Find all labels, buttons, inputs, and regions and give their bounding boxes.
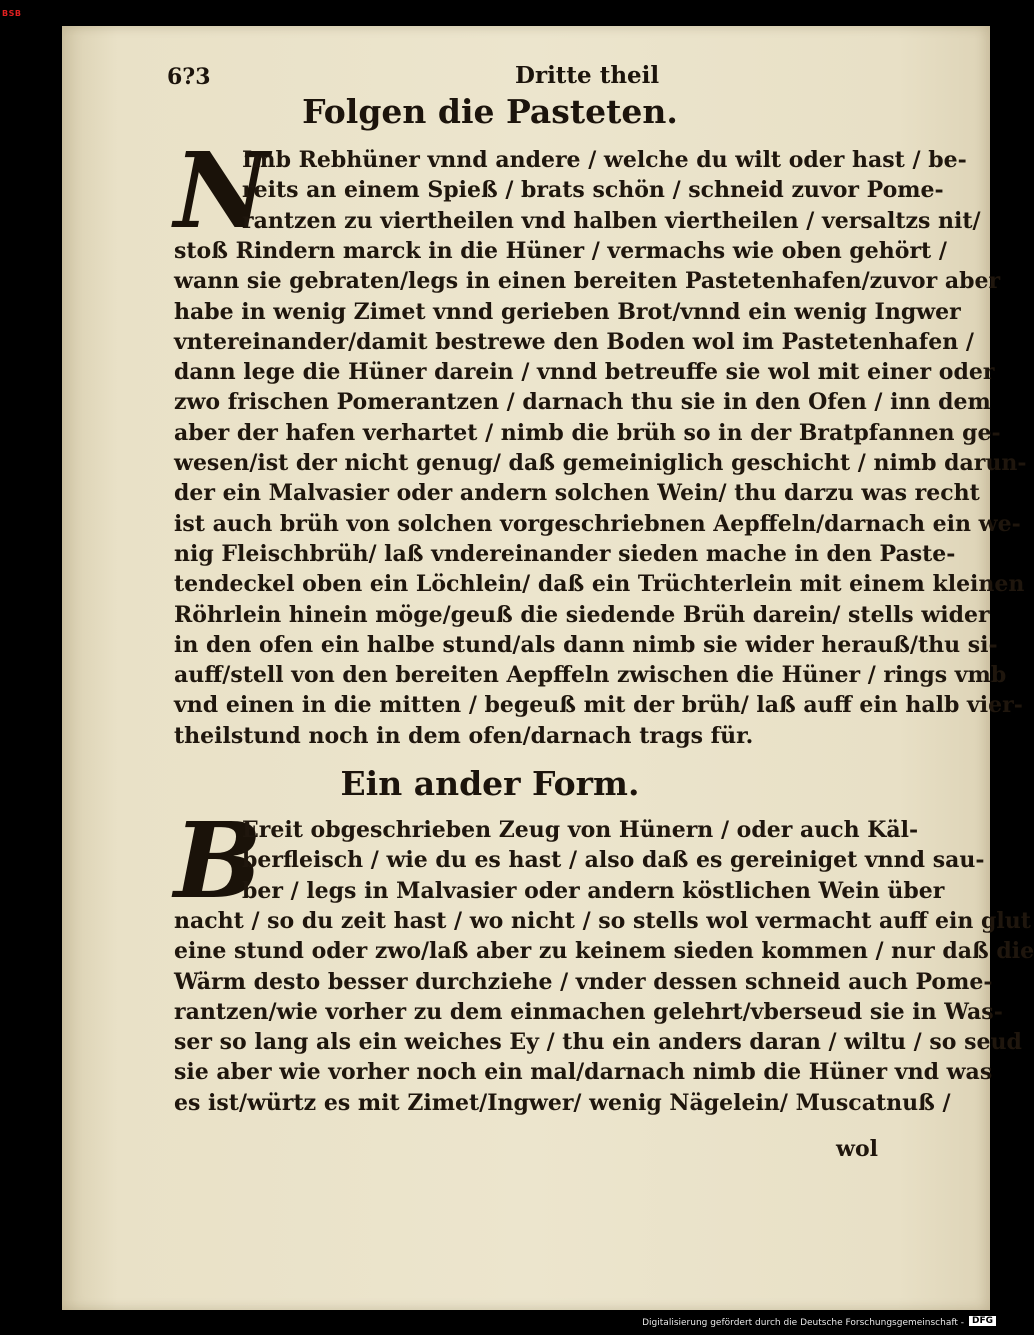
text-line: auff/stell von den bereiten Aepffeln zwischen die Hüner / rings vmb — [174, 662, 1007, 689]
text-line: aber der hafen verhartet / nimb die brüh so in der Bratpfannen ge- — [174, 419, 1001, 446]
text-line: der ein Malvasier oder andern solchen Wein/ thu darzu was recht — [174, 480, 980, 507]
dropcap-initial: B — [174, 799, 262, 922]
running-head: Dritte theil — [515, 62, 660, 89]
text-line: in den ofen ein halbe stund/als dann nimb sie wider herauß/thu si- — [174, 631, 998, 658]
text-line: Wärm desto besser durchziehe / vnder dessen schneid auch Pome- — [174, 968, 993, 995]
text-line: eine stund oder zwo/laß aber zu keinem sieden kommen / nur daß die — [174, 938, 1034, 965]
text-line: dann lege die Hüner darein / vnnd betreuffe sie wol mit einer oder — [174, 359, 995, 386]
text-line: Imb Rebhüner vnnd andere / welche du wilt oder hast / be- — [242, 147, 967, 173]
text-line: es ist/würtz es mit Zimet/Ingwer/ wenig Nägelein/ Muscatnuß / — [174, 1089, 951, 1116]
text-line: habe in wenig Zimet vnnd gerieben Brot/vnnd ein wenig Ingwer — [174, 298, 961, 325]
text-line: nig Fleischbrüh/ laß vndereinander sieden mache in den Paste- — [174, 540, 956, 567]
footer-credit: Digitalisierung gefördert durch die Deutsche Forschungsgemeinschaft - — [642, 1318, 964, 1328]
text-line: nacht / so du zeit hast / wo nicht / so stells wol vermacht auff ein glut — [174, 907, 1031, 934]
bsb-logo: BSB — [2, 9, 22, 18]
text-line: vntereinander/damit bestrewe den Boden wol im Pastetenhafen / — [174, 328, 974, 355]
text-line: rantzen/wie vorher zu dem einmachen gelehrt/vberseud sie in Was- — [174, 998, 1003, 1025]
section-heading-ander-form: Ein ander Form. — [340, 764, 640, 803]
text-line: wann sie gebraten/legs in einen bereiten Pastetenhafen/zuvor aber — [174, 268, 1001, 295]
section-heading-pasteten: Folgen die Pasteten. — [302, 92, 678, 131]
text-line: sie aber wie vorher noch ein mal/darnach nimb die Hüner vnd was — [174, 1059, 993, 1086]
catchword: wol — [836, 1136, 878, 1162]
text-line: zwo frischen Pomerantzen / darnach thu sie in den Ofen / inn dem — [174, 389, 991, 416]
page-number: 6?3 — [167, 64, 211, 90]
text-line: tendeckel oben ein Löchlein/ daß ein Trüchterlein mit einem kleinen — [174, 571, 1025, 598]
text-line: stoß Rindern marck in die Hüner / vermachs wie oben gehört / — [174, 237, 947, 264]
text-line: vnd einen in die mitten / begeuß mit der brüh/ laß auff ein halb vier- — [174, 692, 1023, 719]
text-line: Ereit obgeschrieben Zeug von Hünern / oder auch Käl- — [242, 817, 919, 843]
text-line: berfleisch / wie du es hast / also daß es gereiniget vnnd sau- — [242, 847, 985, 874]
text-line: ber / legs in Malvasier oder andern köstlichen Wein über — [242, 877, 945, 904]
text-line: reits an einem Spieß / brats schön / schneid zuvor Pome- — [242, 177, 944, 204]
text-line: rantzen zu viertheilen vnd halben viertheilen / versaltzs nit/ — [242, 207, 981, 234]
text-line: wesen/ist der nicht genug/ daß gemeiniglich geschicht / nimb darun- — [174, 450, 1027, 476]
text-line: ser so lang als ein weiches Ey / thu ein anders daran / wiltu / so seud — [174, 1029, 1022, 1056]
text-line: Röhrlein hinein möge/geuß die siedende Brüh darein/ stells wider — [174, 601, 990, 628]
text-line: theilstund noch in dem ofen/darnach trags für. — [174, 722, 754, 749]
dropcap-initial: N — [174, 129, 270, 252]
text-line: ist auch brüh von solchen vorgeschriebnen Aepffeln/darnach ein we- — [174, 510, 1021, 537]
dfg-logo: DFG — [969, 1316, 996, 1326]
